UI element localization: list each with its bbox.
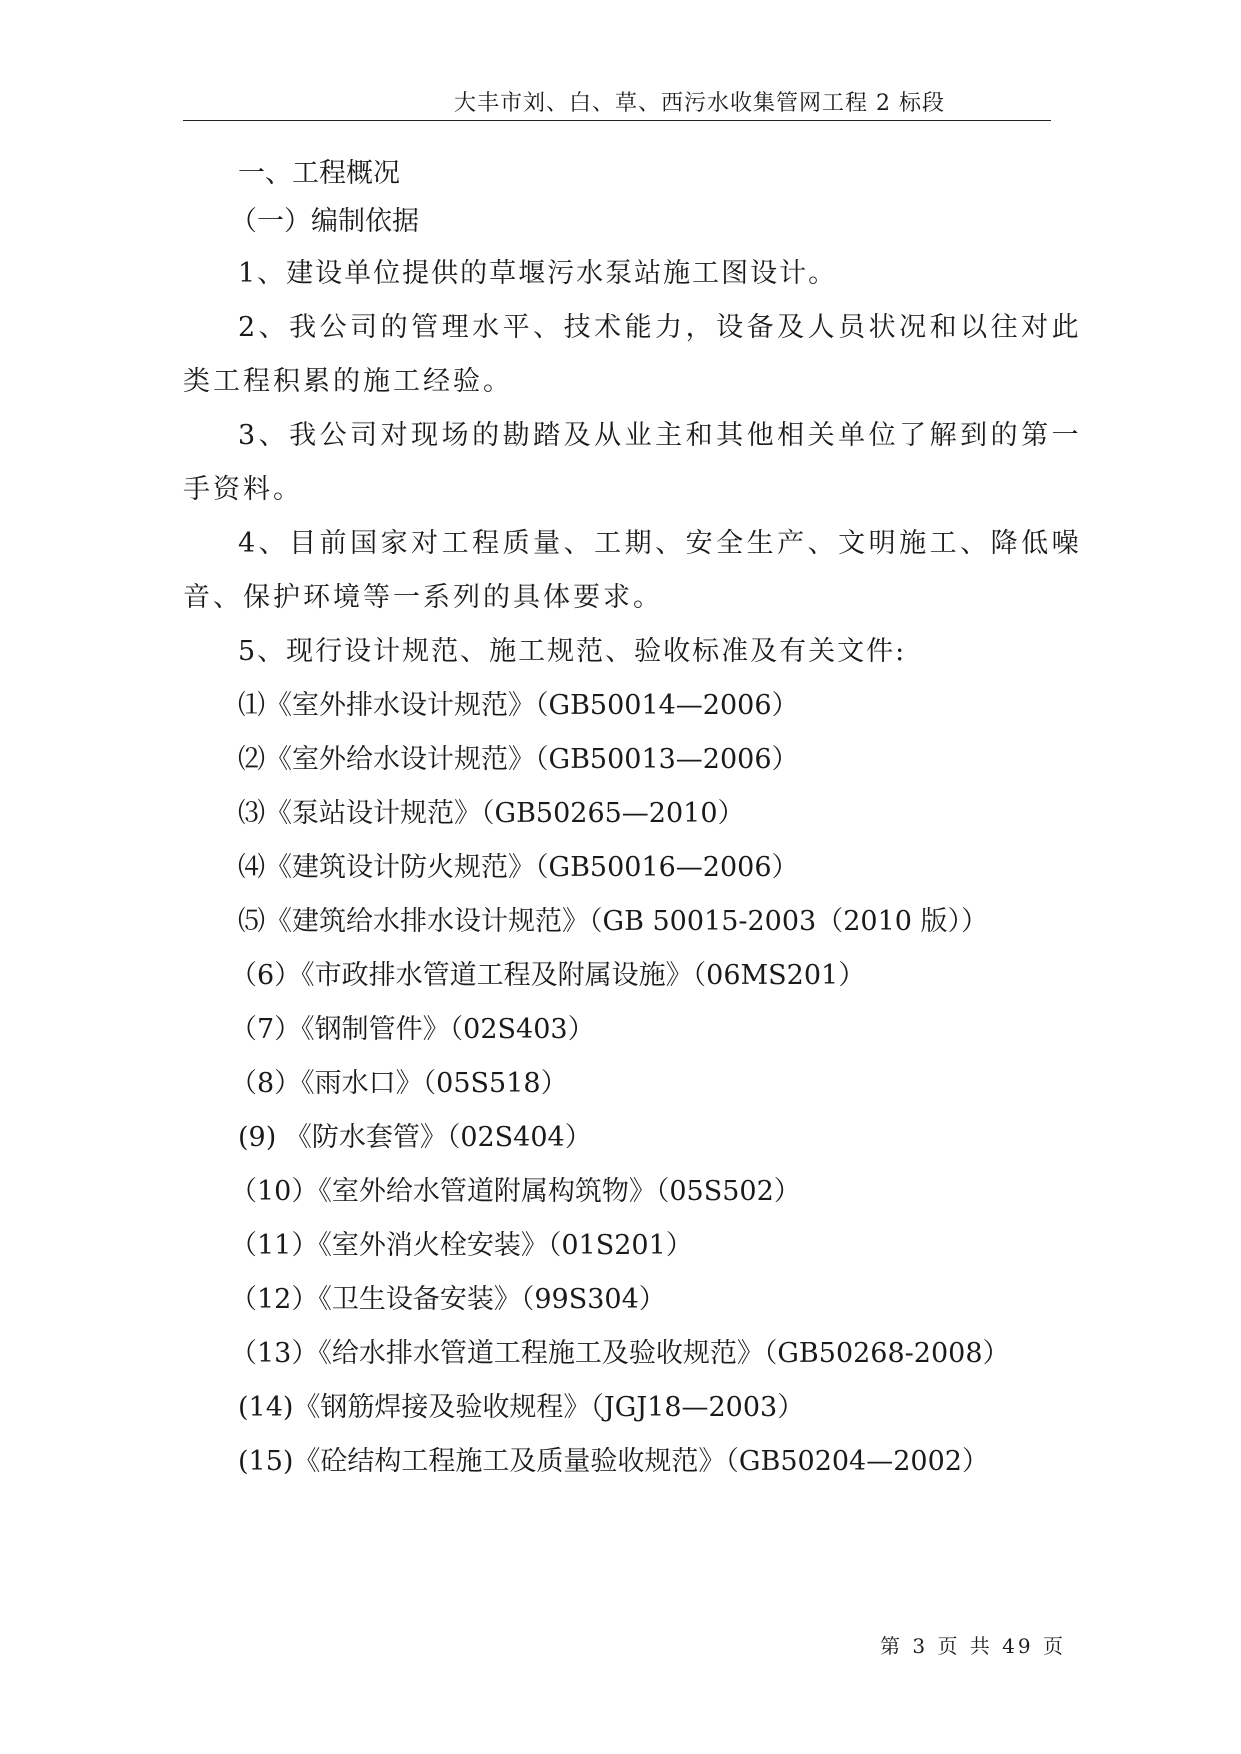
page-number: 第 3 页 共 49 页 [880, 1634, 1066, 1658]
standard-list-item: (14)《钢筋焊接及验收规程》（JGJ18—2003） [238, 1392, 805, 1423]
section-title: 一、工程概况 [238, 158, 400, 189]
paragraph-item-3-line-1: 3、我公司对现场的勘踏及从业主和其他相关单位了解到的第一 [238, 420, 1083, 451]
standard-list-item: ⑶《泵站设计规范》（GB50265—2010） [238, 798, 745, 829]
standard-list-item: （10）《室外给水管道附属构筑物》（05S502） [230, 1176, 801, 1207]
standard-list-item: （7）《钢制管件》（02S403） [230, 1014, 595, 1045]
paragraph-item-3-line-2: 手资料。 [183, 474, 303, 505]
standard-list-item: (15)《砼结构工程施工及质量验收规范》（GB50204—2002） [238, 1446, 989, 1477]
standard-list-item: ⑴《室外排水设计规范》（GB50014—2006） [238, 690, 799, 721]
standard-list-item: （13）《给水排水管道工程施工及验收规范》（GB50268-2008） [230, 1338, 1010, 1369]
standard-list-item: （8）《雨水口》（05S518） [230, 1068, 568, 1099]
standard-list-item: （6）《市政排水管道工程及附属设施》（06MS201） [230, 960, 866, 991]
header-divider [183, 120, 1051, 121]
paragraph-item-4-line-1: 4、目前国家对工程质量、工期、安全生产、文明施工、降低噪 [238, 528, 1083, 559]
subsection-title: （一）编制依据 [230, 206, 419, 237]
standard-list-item: (9) 《防水套管》（02S404） [238, 1122, 592, 1153]
paragraph-item-1: 1、建设单位提供的草堰污水泵站施工图设计。 [238, 258, 838, 289]
paragraph-item-2-line-2: 类工程积累的施工经验。 [183, 366, 513, 397]
standard-list-item: （11）《室外消火栓安装》（01S201） [230, 1230, 693, 1261]
standard-list-item: ⑷《建筑设计防火规范》（GB50016—2006） [238, 852, 799, 883]
standard-list-item: ⑸《建筑给水排水设计规范》（GB 50015-2003（2010 版）） [238, 906, 989, 937]
standard-list-item: ⑵《室外给水设计规范》（GB50013—2006） [238, 744, 799, 775]
paragraph-item-2-line-1: 2、我公司的管理水平、技术能力，设备及人员状况和以往对此 [238, 312, 1083, 343]
standard-list-item: （12）《卫生设备安装》（99S304） [230, 1284, 666, 1315]
running-header: 大丰市刘、白、草、西污水收集管网工程 2 标段 [454, 91, 945, 116]
paragraph-item-5: 5、现行设计规范、施工规范、验收标准及有关文件: [238, 636, 907, 667]
paragraph-item-4-line-2: 音、保护环境等一系列的具体要求。 [183, 582, 663, 613]
